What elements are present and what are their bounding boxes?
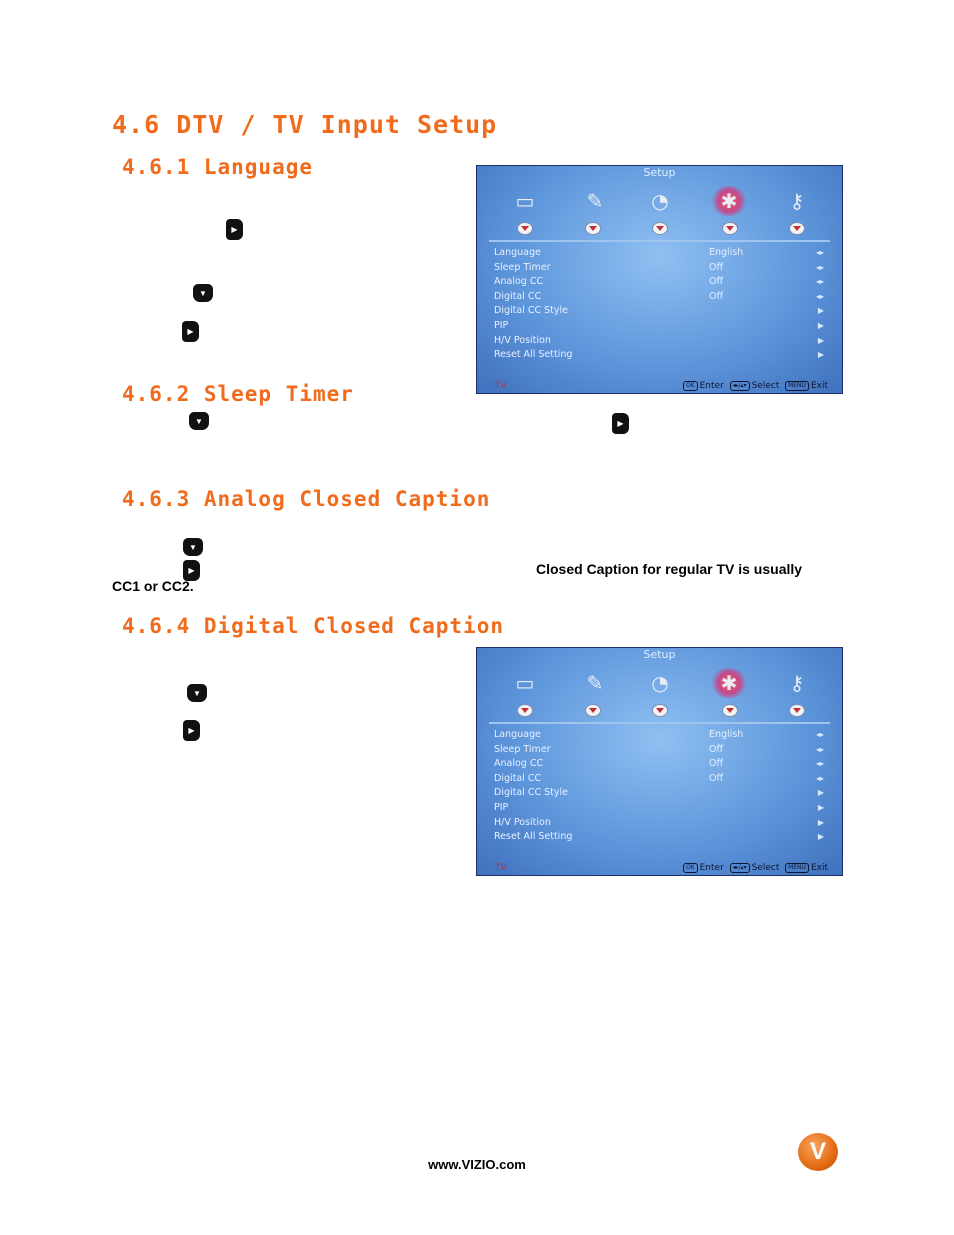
exit-hint: Exit: [810, 863, 828, 873]
left-right-arrows-icon: ◂▸: [815, 262, 824, 272]
osd-key-hints: [683, 861, 828, 875]
osd-menu-item: [494, 772, 824, 787]
enter-hint: Enter: [699, 381, 724, 391]
osd-key-hints: [683, 379, 828, 393]
item-label: H/V Position: [494, 334, 551, 346]
osd-icon-bar: [497, 186, 827, 220]
item-value: Off: [709, 276, 724, 288]
osd-menu-item: [494, 743, 824, 758]
menu-key-icon: MENU: [785, 863, 809, 873]
analog-cc-note: Closed Caption for regular TV is usually: [536, 561, 803, 577]
item-label: Analog CC: [494, 758, 544, 770]
osd-menu-item: [494, 348, 824, 363]
microscope-icon: ✎: [586, 189, 604, 213]
item-value: Off: [709, 772, 724, 784]
right-arrow-icon: ▶: [817, 335, 824, 345]
down-arrow-key-icon: ▼: [189, 412, 209, 430]
select-hint: Select: [751, 863, 780, 873]
vizio-logo-icon: [798, 1133, 838, 1171]
right-arrow-key-icon: ▶: [183, 560, 200, 581]
right-arrow-key-icon: ▶: [226, 219, 243, 240]
arrows-key-icon: ◂▸/▴▾: [730, 381, 750, 391]
osd-menu-item: [494, 304, 824, 319]
osd-menu-item: [494, 728, 824, 743]
osd-tab-markers: [497, 222, 827, 236]
item-label: PIP: [494, 319, 509, 331]
left-right-arrows-icon: ◂▸: [815, 730, 824, 739]
osd-menu-item: [494, 786, 824, 801]
setup-menu-screenshot: [476, 647, 843, 876]
item-label: Reset All Setting: [494, 831, 573, 843]
item-label: Analog CC: [494, 276, 544, 288]
item-value: Off: [709, 758, 724, 770]
tv-icon: ▭: [515, 189, 535, 213]
osd-title: Setup: [643, 166, 676, 179]
item-label: Digital CC Style: [494, 305, 568, 317]
menu-key-icon: MENU: [785, 381, 809, 391]
tab-marker: [517, 222, 533, 235]
down-arrow-key-icon: ▼: [193, 284, 213, 302]
subsection-sleep-timer-title: 4.6.2 Sleep Timer: [122, 382, 354, 406]
right-arrow-icon: ▶: [817, 788, 824, 798]
item-label: Sleep Timer: [494, 743, 551, 755]
gear-active-icon: ✱: [711, 186, 747, 216]
osd-footer: [477, 861, 842, 875]
osd-menu-list: [494, 728, 824, 845]
subsection-analog-cc-title: 4.6.3 Analog Closed Caption: [122, 487, 491, 511]
footer-url[interactable]: www.VIZIO.com: [428, 1157, 526, 1172]
right-arrow-icon: ▶: [817, 350, 824, 360]
item-label: Digital CC: [494, 290, 542, 302]
right-arrow-icon: ▶: [817, 306, 824, 316]
right-arrow-icon: ▶: [817, 832, 824, 842]
item-value: Off: [709, 290, 724, 302]
tab-marker: [789, 704, 805, 717]
ok-key-icon: OK: [683, 863, 698, 873]
left-right-arrows-icon: ◂▸: [815, 248, 824, 257]
osd-menu-item: [494, 816, 824, 831]
right-arrow-icon: ▶: [817, 320, 824, 330]
item-label: Reset All Setting: [494, 349, 573, 361]
analog-cc-note-continued: CC1 or CC2.: [112, 578, 194, 594]
item-label: PIP: [494, 801, 509, 813]
gear-active-icon: ✱: [711, 668, 747, 698]
arrows-key-icon: ◂▸/▴▾: [730, 863, 750, 873]
tab-marker: [652, 222, 668, 235]
osd-divider: [489, 722, 830, 724]
key-icon: ⚷: [789, 189, 805, 213]
item-label: Digital CC Style: [494, 787, 568, 799]
microscope-icon: ✎: [586, 671, 604, 695]
tab-marker: [585, 704, 601, 717]
enter-hint: Enter: [699, 863, 724, 873]
key-icon: ⚷: [789, 671, 805, 695]
left-right-arrows-icon: ◂▸: [815, 277, 824, 287]
item-value: English: [709, 247, 744, 258]
osd-menu-item: [494, 830, 824, 845]
tab-marker: [517, 704, 533, 717]
tab-marker: [652, 704, 668, 717]
setup-menu-screenshot: [476, 165, 843, 394]
satellite-icon: ◔: [651, 189, 669, 213]
tab-marker: [789, 222, 805, 235]
down-arrow-key-icon: ▼: [187, 684, 207, 702]
osd-menu-item: [494, 801, 824, 816]
right-arrow-key-icon: ▶: [182, 321, 199, 342]
item-label: Digital CC: [494, 772, 542, 784]
left-right-arrows-icon: ◂▸: [815, 744, 824, 754]
subsection-language-title: 4.6.1 Language: [122, 155, 314, 179]
osd-menu-item: [494, 757, 824, 772]
left-right-arrows-icon: ◂▸: [815, 759, 824, 769]
left-right-arrows-icon: ◂▸: [815, 773, 824, 783]
osd-menu-item: [494, 275, 824, 290]
input-source-label: TV: [495, 863, 507, 873]
osd-menu-item: [494, 319, 824, 334]
logo-letter: V: [809, 1138, 826, 1165]
satellite-icon: ◔: [651, 671, 669, 695]
right-arrow-key-icon: ▶: [183, 720, 200, 741]
item-value: Off: [709, 261, 724, 273]
osd-divider: [489, 240, 830, 242]
select-hint: Select: [751, 381, 780, 391]
item-label: Sleep Timer: [494, 261, 551, 273]
item-label: Language: [494, 729, 541, 740]
left-right-arrows-icon: ◂▸: [815, 291, 824, 301]
item-value: English: [709, 729, 744, 740]
tab-marker: [722, 704, 738, 717]
down-arrow-key-icon: ▼: [183, 538, 203, 556]
osd-menu-item: [494, 246, 824, 261]
section-title: 4.6 DTV / TV Input Setup: [112, 110, 498, 139]
osd-title: Setup: [643, 648, 676, 661]
item-value: Off: [709, 743, 724, 755]
item-label: H/V Position: [494, 816, 551, 828]
right-arrow-key-icon: ▶: [612, 413, 629, 434]
right-arrow-icon: ▶: [817, 817, 824, 827]
tv-icon: ▭: [515, 671, 535, 695]
osd-icon-bar: [497, 668, 827, 702]
input-source-label: TV: [495, 381, 507, 391]
subsection-digital-cc-title: 4.6.4 Digital Closed Caption: [122, 614, 505, 638]
exit-hint: Exit: [810, 381, 828, 391]
tab-marker: [722, 222, 738, 235]
ok-key-icon: OK: [683, 381, 698, 391]
osd-footer: [477, 379, 842, 393]
tab-marker: [585, 222, 601, 235]
osd-menu-item: [494, 334, 824, 349]
osd-menu-item: [494, 261, 824, 276]
item-label: Language: [494, 247, 541, 258]
osd-menu-item: [494, 290, 824, 305]
right-arrow-icon: ▶: [817, 802, 824, 812]
osd-menu-list: [494, 246, 824, 363]
osd-tab-markers: [497, 704, 827, 718]
